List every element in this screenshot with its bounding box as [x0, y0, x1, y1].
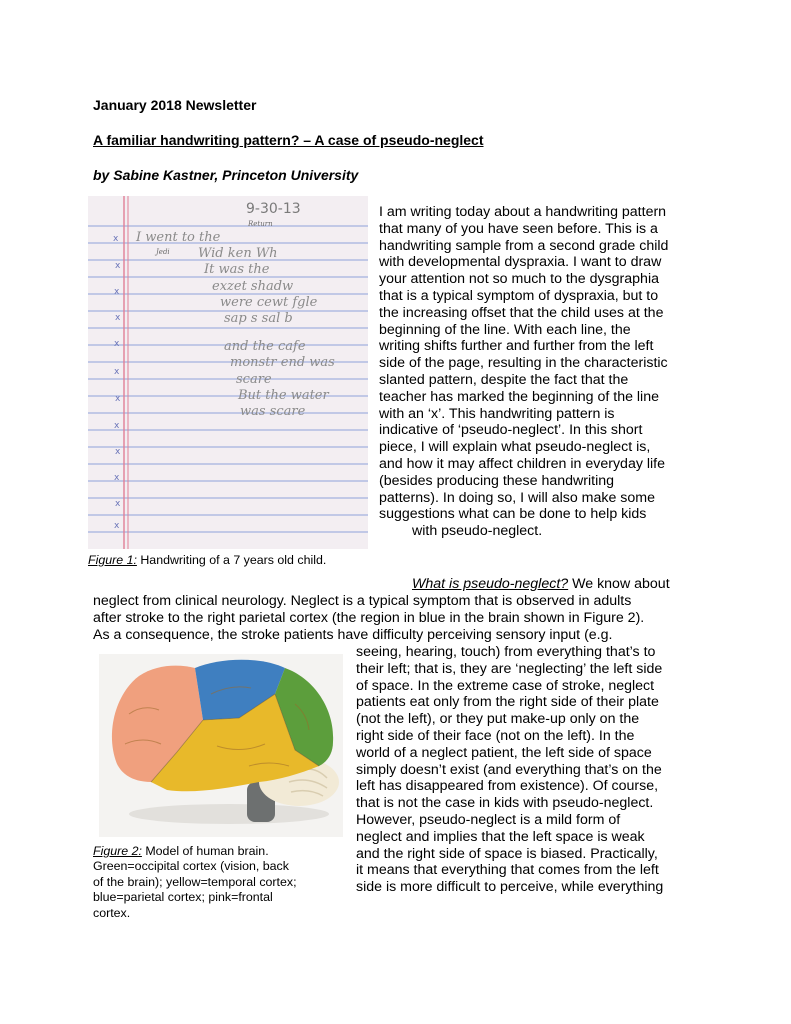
text-line: with developmental dyspraxia. I want to draw: [379, 254, 662, 271]
text-line: I am writing today about a handwriting pattern: [379, 204, 667, 220]
text-line: As a consequence, the stroke patients have difficulty perceiving sensory input (e.g.: [93, 626, 613, 643]
text-line: it means that everything that comes from the left: [356, 862, 659, 879]
figure1-caption-text: Handwriting of a 7 years old child.: [136, 553, 327, 567]
byline: by Sabine Kastner, Princeton University: [93, 167, 359, 183]
handwriting-date: 9-30-13: [246, 201, 301, 217]
svg-text:x: x: [114, 421, 120, 431]
text-line: of space. In the extreme case of stroke, neglect: [356, 677, 655, 694]
text-line: teacher has marked the beginning of the line: [379, 388, 659, 405]
section-heading: What is pseudo-neglect?: [412, 576, 569, 592]
figure1-caption: [88, 553, 326, 568]
handwriting-line: and the cafe: [224, 339, 306, 355]
handwriting-sample-image: [88, 196, 368, 549]
svg-text:x: x: [114, 367, 120, 377]
right-column-paragraph: [356, 644, 663, 896]
text-line: that is not the case in kids with pseudo-neglect.: [356, 795, 654, 812]
handwriting-line: was scare: [240, 404, 306, 420]
text-line: their left; that is, they are ‘neglecting’ the left side: [356, 660, 663, 677]
text-line: patterns). In doing so, I will also make some: [379, 489, 655, 506]
svg-text:x: x: [115, 394, 121, 404]
svg-text:x: x: [113, 234, 119, 244]
svg-text:x: x: [115, 261, 121, 271]
text-line: side is more difficult to perceive, while everything: [356, 879, 664, 896]
section-heading-line: [412, 576, 670, 593]
figure2-caption: [93, 844, 297, 921]
text-line: Green=occipital cortex (vision, back: [93, 859, 289, 874]
handwriting-line: Wid ken Wh: [198, 246, 278, 262]
text-line: and how it may affect children in everyday life: [379, 455, 666, 472]
svg-text:x: x: [114, 473, 120, 483]
intro-paragraph: [379, 204, 668, 540]
text-line: (besides producing these handwriting: [379, 472, 615, 489]
text-line: Model of human brain.: [141, 844, 269, 858]
text-line: We know about: [568, 576, 670, 592]
full-width-paragraph: [93, 593, 644, 643]
handwriting-line: But the water: [238, 387, 329, 403]
handwriting-line: scare: [236, 371, 272, 387]
handwriting-line: sap s sal b: [224, 311, 293, 327]
text-line: indicative of ‘pseudo-neglect’. In this short: [379, 422, 643, 439]
text-line: the increasing offset that the child uses at the: [379, 304, 664, 321]
svg-text:x: x: [114, 339, 120, 349]
handwriting-return: Return: [248, 220, 273, 228]
handwriting-name: Jedi: [156, 248, 170, 256]
text-line: writing shifts further and further from the left: [379, 338, 654, 355]
article-title: A familiar handwriting pattern? – A case of pseudo-neglect: [93, 132, 484, 148]
text-line: beginning of the line. With each line, the: [379, 321, 631, 338]
text-line: slanted pattern, despite the fact that the: [379, 371, 629, 388]
text-line: (not the left), or they put make-up only on the: [356, 711, 640, 728]
text-line: neglect from clinical neurology. Neglect is a typical symptom that is observed in adults: [93, 593, 632, 609]
text-line: side of the page, resulting in the characteristic: [379, 355, 668, 372]
text-line: suggestions what can be done to help kids: [379, 506, 647, 523]
text-line: right side of their face (not on the left). In the: [356, 727, 635, 744]
text-line: piece, I will explain what pseudo-neglect is,: [379, 439, 651, 456]
figure1-label: Figure 1:: [88, 553, 137, 567]
text-line: your attention not so much to the dysgraphia: [379, 271, 659, 288]
handwriting-lines: [124, 230, 335, 420]
text-line: handwriting sample from a second grade child: [379, 237, 669, 254]
text-line: However, pseudo-neglect is a mild form of: [356, 811, 621, 828]
text-line: neglect and implies that the left space is weak: [356, 828, 645, 845]
text-line: blue=parietal cortex; pink=frontal: [93, 890, 273, 905]
svg-text:x: x: [115, 499, 121, 509]
text-line: with pseudo-neglect.: [412, 523, 543, 540]
text-line: that is a typical symptom of dyspraxia, but to: [379, 287, 659, 304]
text-line: after stroke to the right parietal cortex (the region in blue in the brain shown in Figure 2).: [93, 609, 645, 626]
text-line: of the brain); yellow=temporal cortex;: [93, 874, 297, 889]
brain-model-image: [99, 654, 343, 837]
text-line: left has disappeared from existence). Of course,: [356, 778, 659, 795]
text-line: patients eat only from the right side of their plate: [356, 694, 659, 711]
handwriting-line: exzet shadw: [212, 278, 294, 294]
text-line: cortex.: [93, 905, 131, 920]
text-line: seeing, hearing, touch) from everything that’s to: [356, 644, 656, 660]
newsletter-title: January 2018 Newsletter: [93, 97, 257, 113]
handwriting-line: monstr end was: [230, 355, 335, 371]
svg-text:x: x: [114, 521, 120, 531]
text-line: with an ‘x’. This handwriting pattern is: [379, 405, 615, 422]
svg-text:x: x: [114, 287, 120, 297]
figure2-label: Figure 2:: [93, 844, 142, 858]
handwriting-line: It was the: [204, 262, 270, 278]
text-line: simply doesn’t exist (and everything that’s on the: [356, 761, 662, 778]
text-line: world of a neglect patient, the left side of space: [356, 744, 652, 761]
svg-text:x: x: [115, 447, 121, 457]
text-line: and the right side of space is biased. Practically,: [356, 845, 658, 862]
svg-text:x: x: [115, 313, 121, 323]
text-line: that many of you have seen before. This is a: [379, 220, 658, 237]
handwriting-line: I went to the: [136, 230, 221, 245]
handwriting-line: were cewt fgle: [220, 294, 318, 310]
